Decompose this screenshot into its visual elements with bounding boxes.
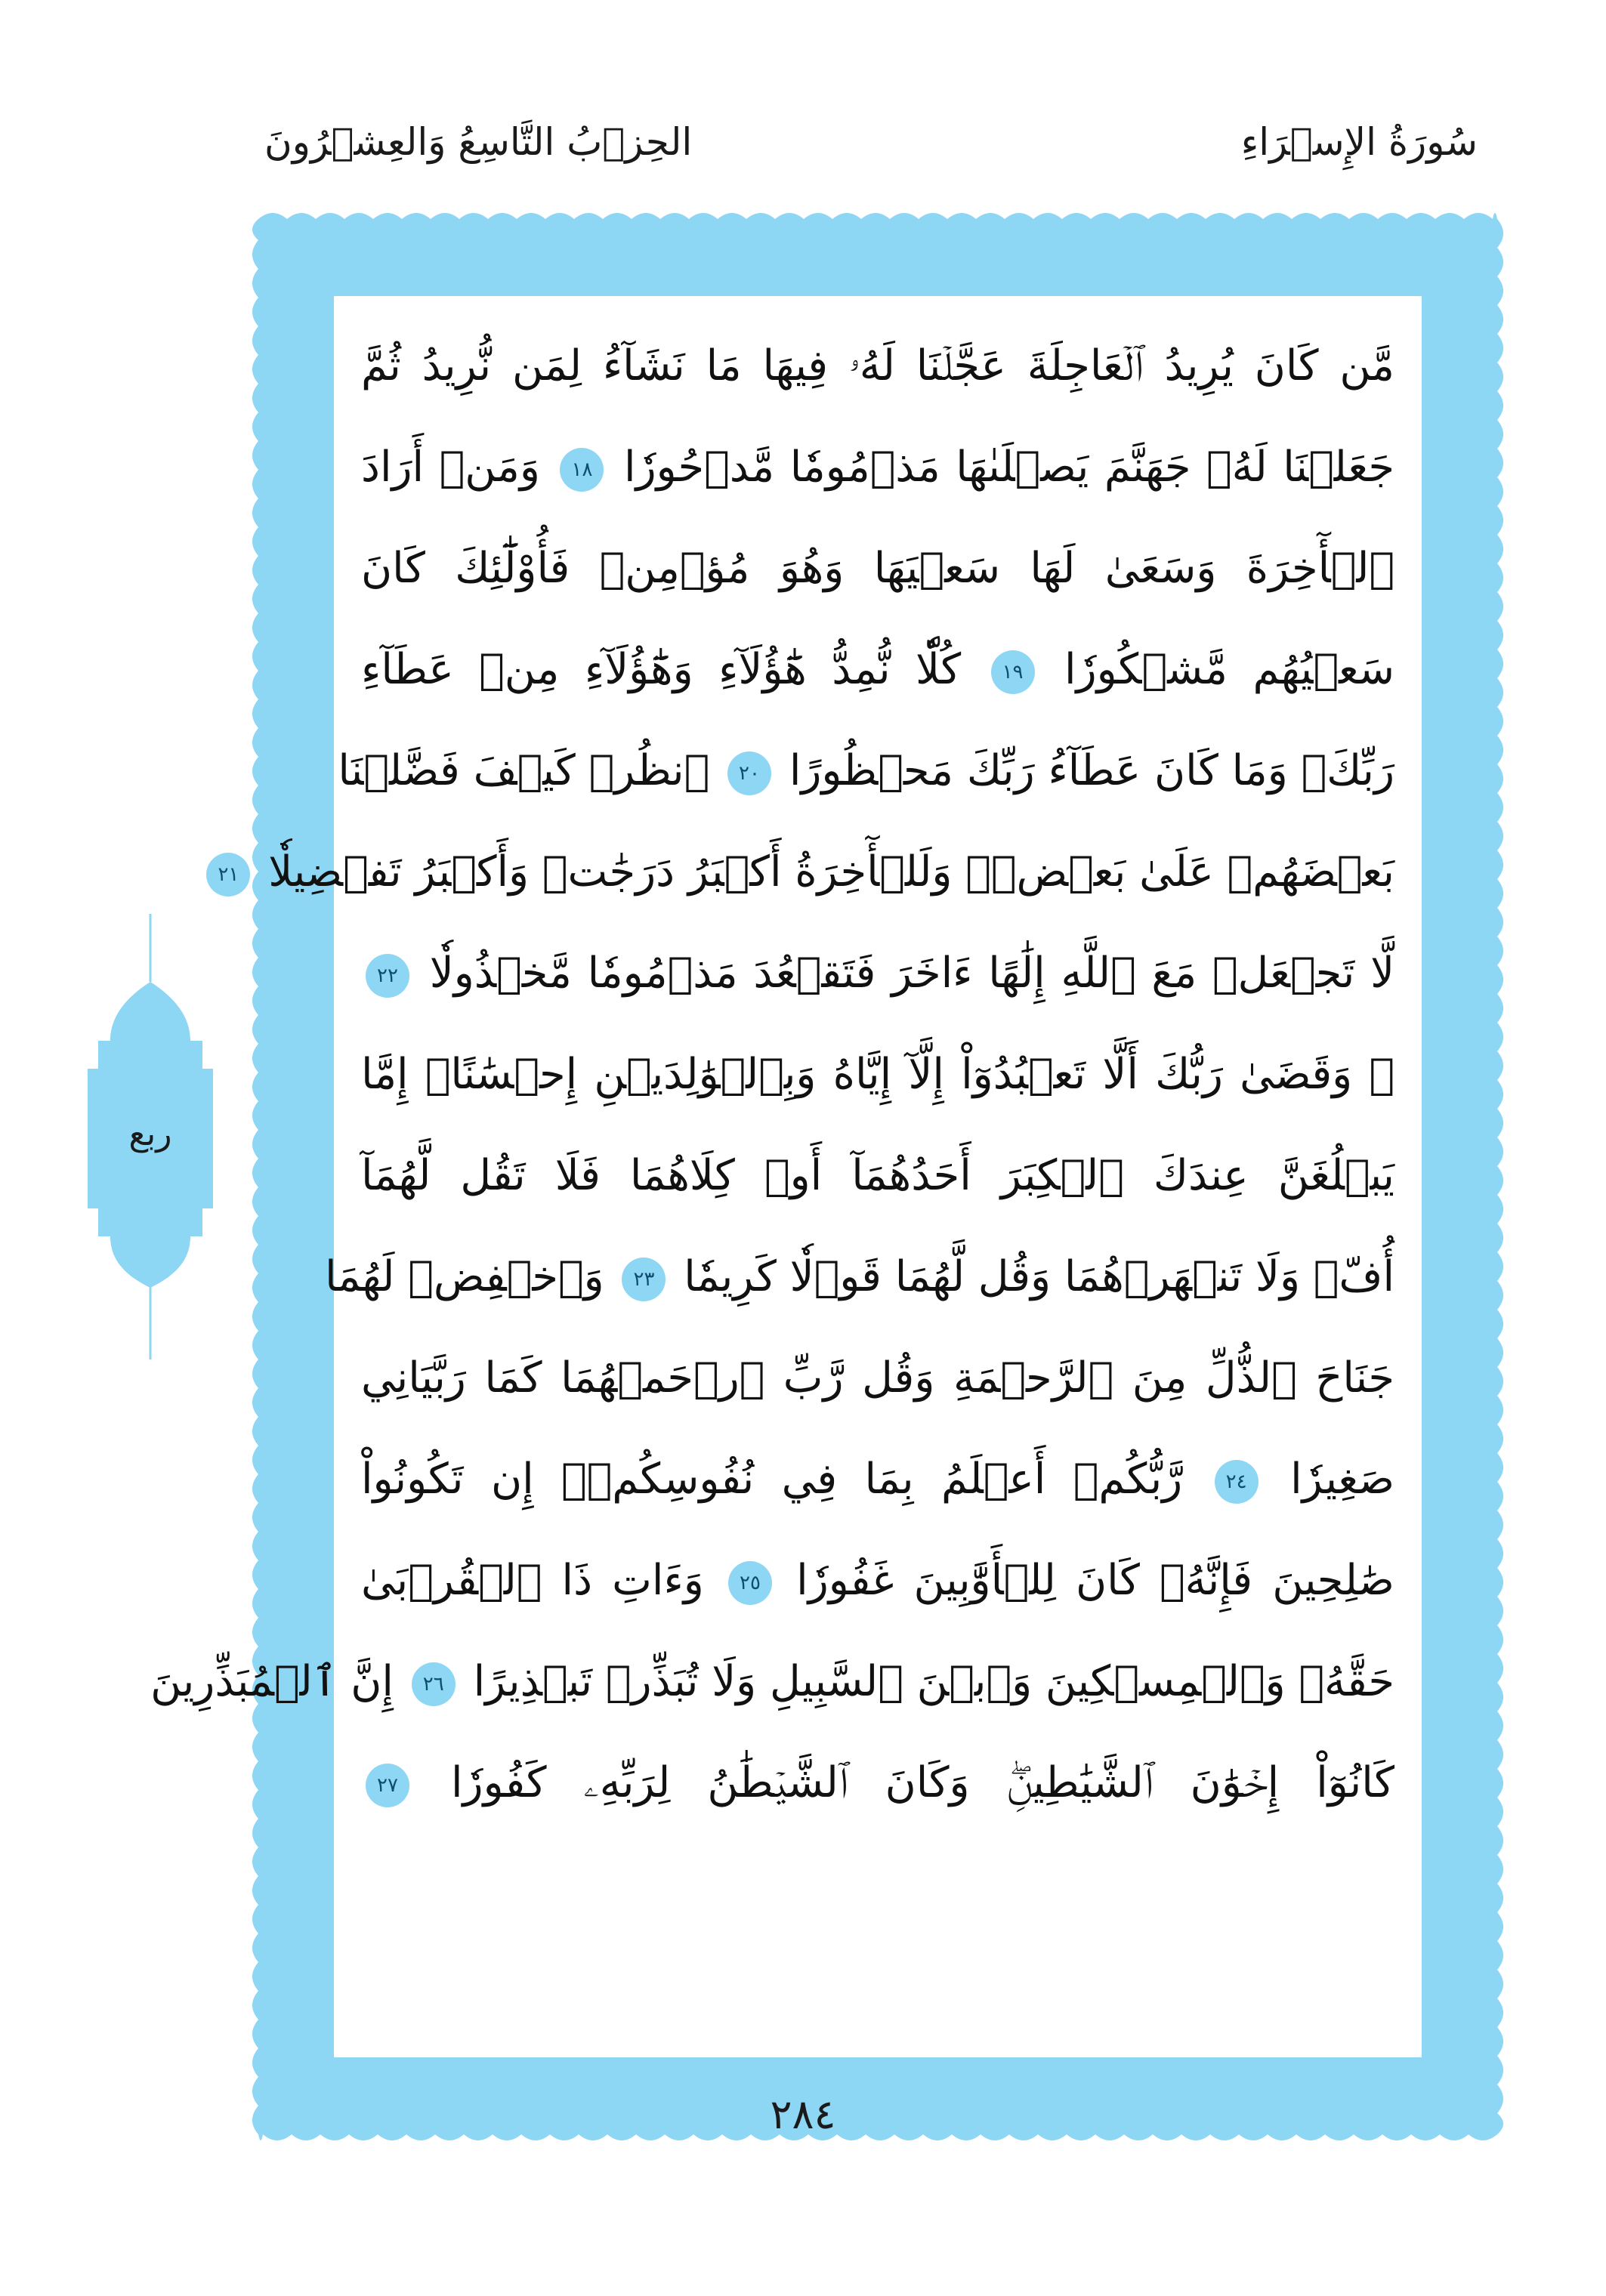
text-line xyxy=(361,1530,1394,1631)
ayah-number-marker: ٢٠ xyxy=(727,751,771,795)
text-line xyxy=(361,1328,1394,1429)
verse-text: صَٰلِحِينَ فَإِنَّهُۥ كَانَ لِلۡأَوَّٰبِينَ غَفُورٗا xyxy=(796,1556,1394,1605)
verse-text: رَّبُّكُمۡ أَعۡلَمُ بِمَا فِي نُفُوسِكُمۡۚ إِن تَكُونُواْ xyxy=(361,1455,1183,1504)
verse-text: صَغِيرٗا xyxy=(1290,1455,1394,1504)
verse-text: بَعۡضَهُمۡ عَلَىٰ بَعۡضٖۚ وَلَلۡأٓخِرَةُ أَكۡبَرُ دَرَجَٰتٖ وَأَكۡبَرُ تَفۡضِيلٗا xyxy=(268,847,1394,896)
text-line xyxy=(338,721,1394,822)
ayah-number-marker: ٢١ xyxy=(206,853,250,896)
verse-text: وَمَنۡ أَرَادَ xyxy=(361,443,540,492)
verse-text: حَقَّهُۥ وَٱلۡمِسۡكِينَ وَٱبۡنَ ٱلسَّبِيلِ وَلَا تُبَذِّرۡ تَبۡذِيرًا xyxy=(473,1657,1394,1706)
page-number: ٢٨٤ xyxy=(770,2091,836,2138)
verse-text: سَعۡيُهُم مَّشۡكُورٗا xyxy=(1064,645,1394,694)
verse-text: وَٱخۡفِضۡ لَهُمَا xyxy=(325,1252,604,1301)
verse-text: ۞ وَقَضَىٰ رَبُّكَ أَلَّا تَعۡبُدُوٓاْ إِلَّآ إِيَّاهُ وَبِٱلۡوَٰلِدَيۡنِ إِحۡسَٰنًاۚ إِمَّا xyxy=(361,1050,1394,1099)
verse-text: رَبِّكَۚ وَمَا كَانَ عَطَآءُ رَبِّكَ مَحۡظُورًا xyxy=(789,746,1394,795)
text-line xyxy=(361,1733,1394,1834)
verse-text: جَنَاحَ ٱلذُّلِّ مِنَ ٱلرَّحۡمَةِ وَقُل رَّبِّ ٱرۡحَمۡهُمَا كَمَا رَبَّيَانِي xyxy=(361,1353,1394,1403)
ayah-number-marker: ٢٧ xyxy=(366,1764,409,1807)
ayah-number-marker: ٢٥ xyxy=(728,1561,772,1605)
text-line xyxy=(361,518,1394,619)
ayah-number-marker: ١٨ xyxy=(560,448,604,492)
text-line xyxy=(361,417,1394,518)
verse-text: مَّن كَانَ يُرِيدُ ٱلۡعَاجِلَةَ عَجَّلۡنَا لَهُۥ فِيهَا مَا نَشَآءُ لِمَن نُّرِيدُ ثُمَّ xyxy=(361,341,1394,390)
rub-label: ربع xyxy=(128,1115,172,1153)
verse-text: كُلّٗا نُّمِدُّ هَٰٓؤُلَآءِ وَهَٰٓؤُلَآءِ مِنۡ عَطَآءِ xyxy=(361,645,962,694)
verse-text: إِنَّ ٱلۡمُبَذِّرِينَ xyxy=(150,1657,394,1706)
ayah-number-marker: ٢٦ xyxy=(412,1662,456,1706)
ayah-number-marker: ١٩ xyxy=(991,650,1035,694)
verse-text: ٱنظُرۡ كَيۡفَ فَضَّلۡنَا xyxy=(338,746,710,795)
ayah-number-marker: ٢٢ xyxy=(366,954,409,998)
surah-name: سُورَةُ الإِسۡرَاءِ xyxy=(1240,120,1478,164)
verse-text: ٱلۡأٓخِرَةَ وَسَعَىٰ لَهَا سَعۡيَهَا وَهُوَ مُؤۡمِنٞ فَأُوْلَٰٓئِكَ كَانَ xyxy=(361,544,1394,593)
text-line xyxy=(218,822,1394,923)
verse-text: وَءَاتِ ذَا ٱلۡقُرۡبَىٰ xyxy=(361,1556,704,1605)
text-line xyxy=(361,1125,1394,1227)
text-line xyxy=(361,619,1394,721)
text-line xyxy=(325,1227,1394,1328)
text-line xyxy=(361,1024,1394,1125)
verse-text: أُفّٖ وَلَا تَنۡهَرۡهُمَا وَقُل لَّهُمَا قَوۡلٗا كَرِيمٗا xyxy=(684,1252,1394,1301)
text-line xyxy=(361,1429,1394,1530)
text-line xyxy=(361,316,1394,417)
ayah-number-marker: ٢٤ xyxy=(1215,1460,1259,1504)
ayah-number-marker: ٢٣ xyxy=(622,1258,666,1301)
verse-text: جَعَلۡنَا لَهُۥ جَهَنَّمَ يَصۡلَىٰهَا مَذۡمُومٗا مَّدۡحُورٗا xyxy=(624,443,1394,492)
verse-text: يَبۡلُغَنَّ عِندَكَ ٱلۡكِبَرَ أَحَدُهُمَآ أَوۡ كِلَاهُمَا فَلَا تَقُل لَّهُمَآ xyxy=(361,1151,1394,1200)
text-line xyxy=(361,923,1394,1024)
verse-text: لَّا تَجۡعَلۡ مَعَ ٱللَّهِ إِلَٰهًا ءَاخَرَ فَتَقۡعُدَ مَذۡمُومٗا مَّخۡذُولٗا xyxy=(429,949,1395,998)
text-line xyxy=(150,1631,1394,1733)
hizb-name: الحِزۡبُ التَّاسِعُ وَالعِشۡرُونَ xyxy=(264,120,693,164)
verse-text: كَانُوٓاْ إِخۡوَٰنَ ٱلشَّيَٰطِينِۖ وَكَانَ ٱلشَّيۡطَٰنُ لِرَبِّهِۦ كَفُورٗا xyxy=(451,1758,1394,1807)
